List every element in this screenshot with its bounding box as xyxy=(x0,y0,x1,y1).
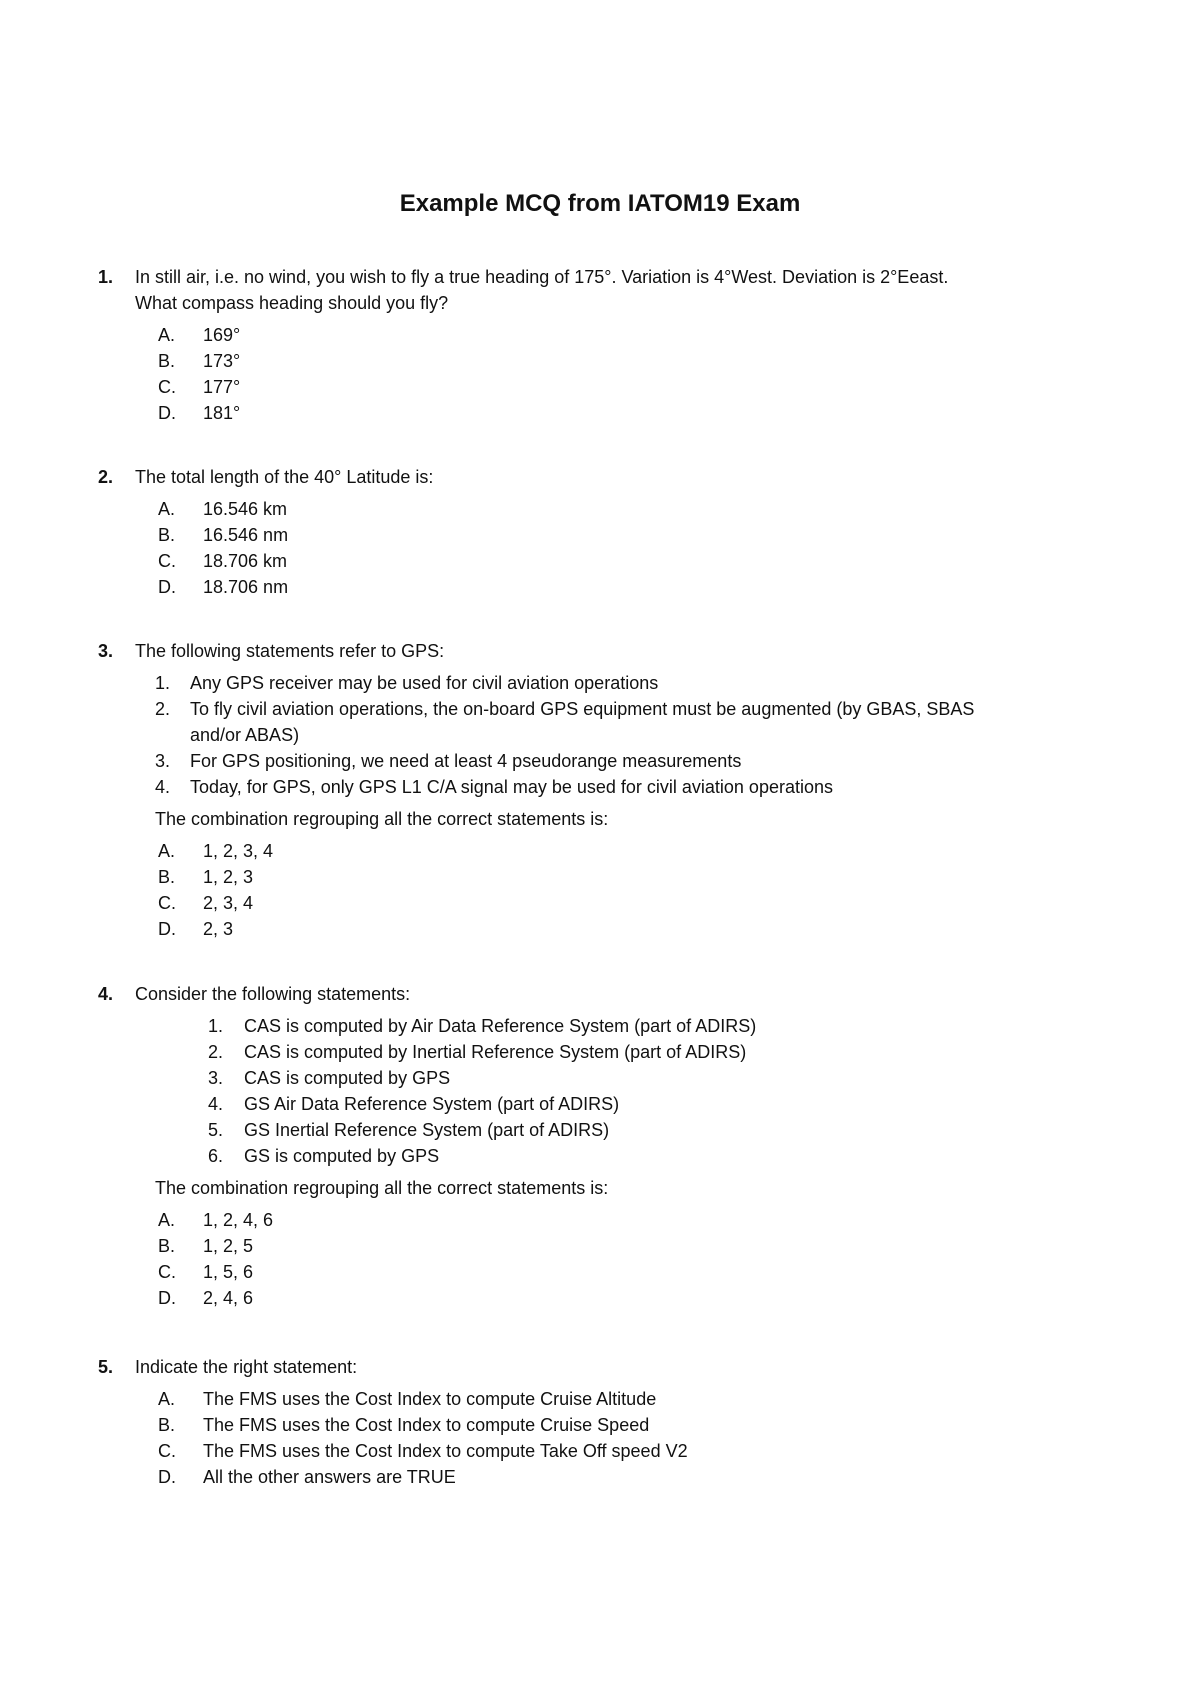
option-b: B. 1, 2, 3 xyxy=(158,867,254,887)
question-5 xyxy=(98,1354,1098,1490)
option-a: A. 1, 2, 4, 6 xyxy=(158,1210,274,1230)
statement-3: 3. For GPS positioning, we need at least 4 pseudorange measurements xyxy=(155,751,742,771)
option-c: C. 1, 5, 6 xyxy=(158,1262,254,1282)
question-number: 5. xyxy=(98,1357,114,1377)
option-d: D. 18.706 nm xyxy=(158,577,289,597)
statement-5: 5. GS Inertial Reference System (part of ADIRS) xyxy=(208,1120,610,1140)
option-d: D. All the other answers are TRUE xyxy=(158,1467,456,1487)
statement-1: 1. Any GPS receiver may be used for civil aviation operations xyxy=(155,673,659,693)
question-number: 4. xyxy=(98,984,114,1004)
option-d: D. 181° xyxy=(158,403,241,423)
statement-1: 1. CAS is computed by Air Data Reference System (part of ADIRS) xyxy=(208,1016,757,1036)
question-number: 3. xyxy=(98,641,114,661)
question-number: 1. xyxy=(98,267,114,287)
option-b: B. The FMS uses the Cost Index to compute Cruise Speed xyxy=(158,1415,650,1435)
option-b: B. 16.546 nm xyxy=(158,525,289,545)
statement-2: 2. To fly civil aviation operations, the on-board GPS equipment must be augmented (by GBAS, SBAS xyxy=(155,699,975,719)
question-text: 5. Indicate the right statement: xyxy=(98,1354,1098,1380)
question-3 xyxy=(98,638,1098,942)
statement-6: 6. GS is computed by GPS xyxy=(208,1146,440,1166)
option-a: A. The FMS uses the Cost Index to compute Cruise Altitude xyxy=(158,1389,657,1409)
option-c: C. 177° xyxy=(158,377,241,397)
option-c: C. 18.706 km xyxy=(158,551,288,571)
option-d: D. 2, 3 xyxy=(158,919,234,939)
question-1 xyxy=(98,264,1098,426)
statement-4: 4. GS Air Data Reference System (part of ADIRS) xyxy=(208,1094,620,1114)
question-text-continued: What compass heading should you fly? xyxy=(135,293,449,313)
option-c: C. The FMS uses the Cost Index to compute Take Off speed V2 xyxy=(158,1441,688,1461)
combination-intro: The combination regrouping all the correct statements is: xyxy=(155,1178,609,1198)
option-d: D. 2, 4, 6 xyxy=(158,1288,254,1308)
statement-2: 2. CAS is computed by Inertial Reference System (part of ADIRS) xyxy=(208,1042,747,1062)
option-a: A. 16.546 km xyxy=(158,499,288,519)
option-b: B. 173° xyxy=(158,351,241,371)
statement-2-continued: and/or ABAS) xyxy=(190,725,300,745)
question-text: 1. In still air, i.e. no wind, you wish to fly a true heading of 175°. Variation is 4°West. Deviation is 2°Eeast. xyxy=(98,264,1098,290)
question-2 xyxy=(98,464,1098,600)
question-text: 2. The total length of the 40° Latitude is: xyxy=(98,464,1098,490)
question-text: 3. The following statements refer to GPS: xyxy=(98,638,1098,664)
option-c: C. 2, 3, 4 xyxy=(158,893,254,913)
option-b: B. 1, 2, 5 xyxy=(158,1236,254,1256)
option-a: A. 1, 2, 3, 4 xyxy=(158,841,274,861)
statement-4: 4. Today, for GPS, only GPS L1 C/A signal may be used for civil aviation operations xyxy=(155,777,833,797)
page-title: Example MCQ from IATOM19 Exam xyxy=(399,190,801,217)
question-4 xyxy=(98,981,1098,1311)
question-number: 2. xyxy=(98,467,114,487)
combination-intro: The combination regrouping all the correct statements is: xyxy=(155,809,609,829)
question-text: 4. Consider the following statements: xyxy=(98,981,1098,1007)
statement-3: 3. CAS is computed by GPS xyxy=(208,1068,451,1088)
option-a: A. 169° xyxy=(158,325,241,345)
